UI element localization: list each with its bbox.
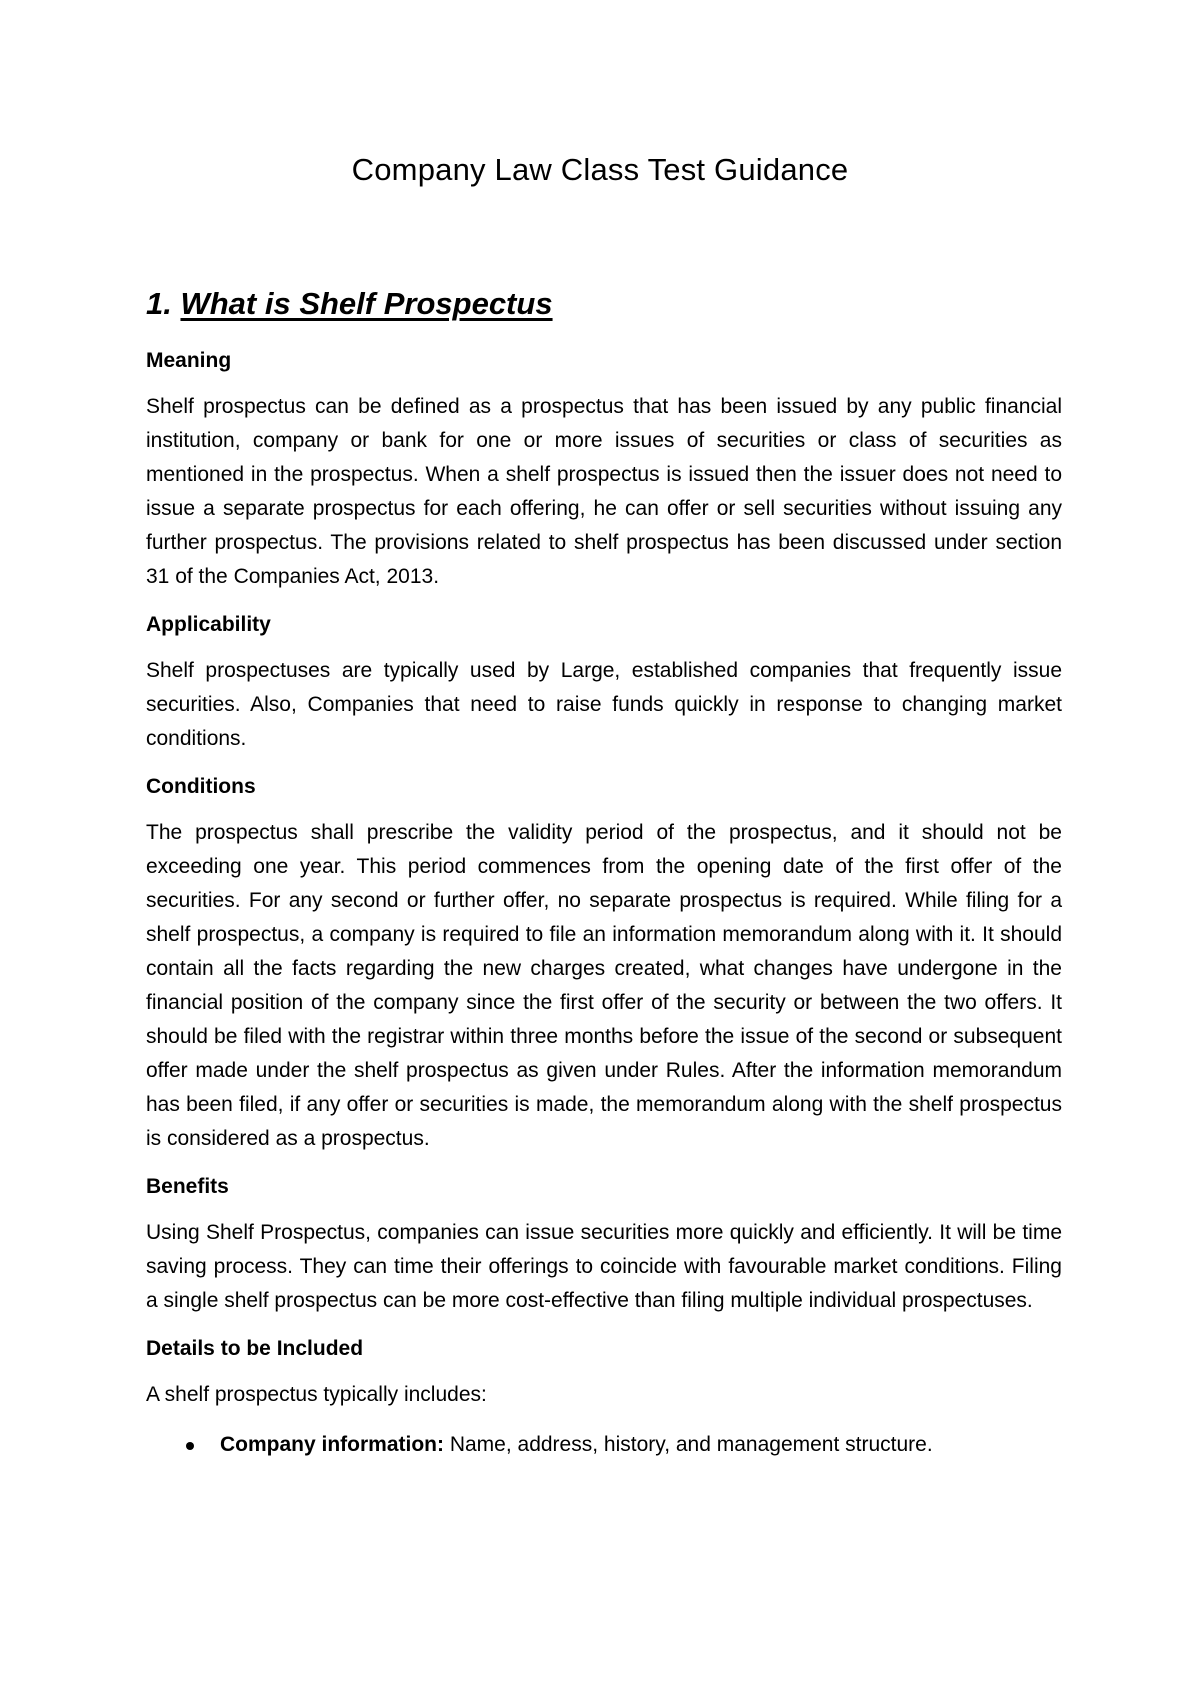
subheading-applicability: Applicability — [146, 613, 271, 636]
paragraph-meaning: Shelf prospectus can be defined as a prospectus that has been issued by any public financial institution, company or bank for one or more issues of securities or class of securities as mentioned in the prospectus. When a shelf prospectus is issued then the issuer does not need to issue a separate prospectus for each offering, he can offer or sell securities without issuing any further prospectus. The provisions related to shelf prospectus has been discussed under section 31 of the Companies Act, 2013. — [146, 395, 1062, 588]
subheading-details: Details to be Included — [146, 1337, 364, 1360]
section-title: What is Shelf Prospectus — [180, 286, 553, 321]
subheading-meaning: Meaning — [146, 349, 232, 372]
list-item — [146, 1428, 1062, 1462]
block-meaning — [146, 346, 1062, 594]
details-bullet-list — [146, 1428, 1062, 1462]
paragraph-benefits: Using Shelf Prospectus, companies can issue securities more quickly and efficiently. It will be time saving process. They can time their offerings to coincide with favourable market conditions. Filing a single shelf prospectus can be more cost-effective than filing multiple individual prospectuses. — [146, 1221, 1062, 1312]
block-applicability — [146, 610, 1062, 756]
section-heading — [146, 284, 1062, 324]
subheading-benefits: Benefits — [146, 1175, 229, 1198]
paragraph-conditions: The prospectus shall prescribe the validity period of the prospectus, and it should not be exceeding one year. This period commences from the opening date of the first offer of the securities. For any second or further offer, no separate prospectus is required. While filing for a shelf prospectus, a company is required to file an information memorandum along with it. It should contain all the facts regarding the new charges created, what changes have undergone in the financial position of the company since the first offer of the security or between the two offers. It should be filed with the registrar within three months before the issue of the second or subsequent offer made under the shelf prospectus as given under Rules. After the information memorandum has been filed, if any offer or securities is made, the memorandum along with the shelf prospectus is considered as a prospectus. — [146, 821, 1062, 1150]
bullet-icon — [186, 1442, 194, 1450]
block-conditions — [146, 772, 1062, 1156]
document-title: Company Law Class Test Guidance — [351, 152, 849, 187]
paragraph-details: A shelf prospectus typically includes: — [146, 1383, 487, 1406]
block-benefits — [146, 1172, 1062, 1318]
bullet-label: Company information: — [220, 1433, 444, 1456]
section-number: 1. — [146, 286, 172, 321]
paragraph-applicability: Shelf prospectuses are typically used by Large, established companies that frequently issue securities. Also, Companies that need to raise funds quickly in response to changing market conditions. — [146, 659, 1062, 750]
block-details — [146, 1334, 1062, 1412]
subheading-conditions: Conditions — [146, 775, 256, 798]
bullet-text: Name, address, history, and management structure. — [444, 1433, 933, 1456]
document-content — [146, 284, 1062, 1462]
